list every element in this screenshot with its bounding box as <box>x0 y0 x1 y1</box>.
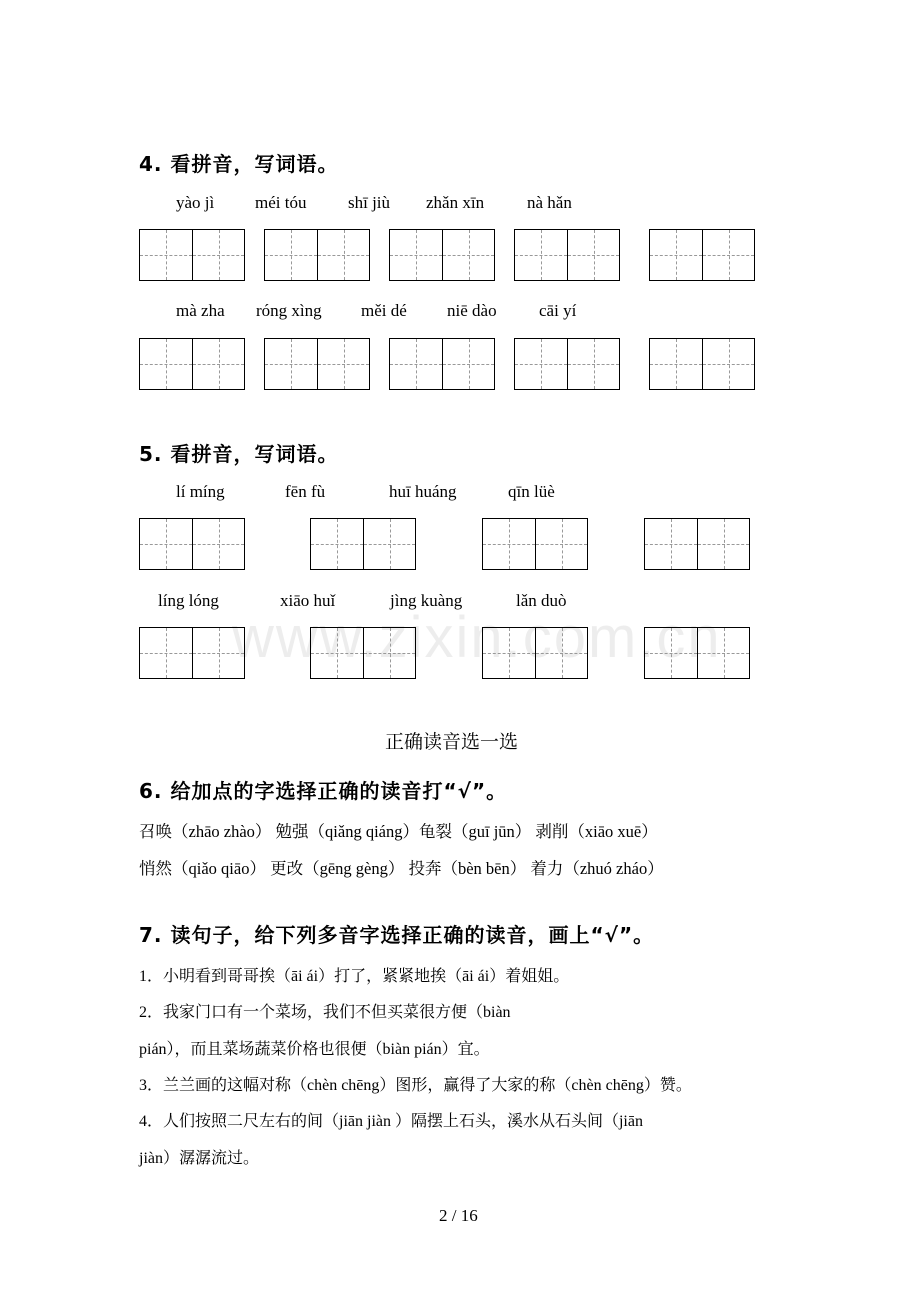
writing-grid[interactable] <box>310 627 416 679</box>
writing-grid[interactable] <box>310 518 416 570</box>
pinyin-label: róng xìng <box>256 301 322 320</box>
pinyin-label: měi dé <box>361 301 407 320</box>
writing-grid[interactable] <box>139 627 245 679</box>
writing-grid[interactable] <box>514 338 620 390</box>
writing-grid[interactable] <box>482 518 588 570</box>
q7-line: 1．小明看到哥哥挨（āi ái）打了，紧紧地挨（āi ái）着姐姐。 <box>139 968 570 985</box>
pinyin-label: lǎn duò <box>516 591 567 610</box>
q4-heading: 4. 看拼音，写词语。 <box>139 152 339 176</box>
writing-grid[interactable] <box>482 627 588 679</box>
q6-heading: 6. 给加点的字选择正确的读音打“√”。 <box>139 779 508 803</box>
writing-grid[interactable] <box>139 338 245 390</box>
watermark: www.zixin.com.cn <box>232 605 722 670</box>
writing-grid[interactable] <box>389 338 495 390</box>
pinyin-label: méi tóu <box>255 193 307 212</box>
writing-grid[interactable] <box>139 518 245 570</box>
q6-line: 悄然（qiǎo qiāo） 更改（gēng gèng） 投奔（bèn bēn） 着力（zhuó zháo） <box>139 859 664 878</box>
section-title: 正确读音选一选 <box>385 731 519 753</box>
q7-heading: 7. 读句子，给下列多音字选择正确的读音，画上“√”。 <box>139 923 655 947</box>
q7-line: jiàn）潺潺流过。 <box>139 1150 259 1167</box>
pinyin-label: xiāo huǐ <box>280 591 336 610</box>
q7-line: 2．我家门口有一个菜场，我们不但买菜很方便（biàn <box>139 1004 511 1021</box>
pinyin-label: nà hǎn <box>527 193 572 212</box>
pinyin-label: lí míng <box>176 482 225 501</box>
q7-line: pián），而且菜场蔬菜价格也很便（biàn pián）宜。 <box>139 1041 490 1058</box>
writing-grid[interactable] <box>644 627 750 679</box>
writing-grid[interactable] <box>389 229 495 281</box>
pinyin-label: zhǎn xīn <box>426 193 485 212</box>
q7-line: 4．人们按照二尺左右的间（jiān jiàn ）隔摆上石头，溪水从石头间（jiān <box>139 1113 643 1130</box>
pinyin-label: yào jì <box>176 193 215 212</box>
writing-grid[interactable] <box>139 229 245 281</box>
q5-heading: 5. 看拼音，写词语。 <box>139 442 339 466</box>
writing-grid[interactable] <box>264 338 370 390</box>
writing-grid[interactable] <box>649 229 755 281</box>
q7-line: 3．兰兰画的这幅对称（chèn chēng）图形，赢得了大家的称（chèn chēng）赞。 <box>139 1077 692 1094</box>
writing-grid[interactable] <box>644 518 750 570</box>
pinyin-label: jìng kuàng <box>390 591 463 610</box>
writing-grid[interactable] <box>514 229 620 281</box>
page-number: 2 / 16 <box>439 1206 478 1225</box>
writing-grid[interactable] <box>649 338 755 390</box>
pinyin-label: shī jiù <box>348 193 391 212</box>
pinyin-label: niē dào <box>447 301 497 320</box>
pinyin-label: mà zha <box>176 301 225 320</box>
pinyin-label: huī huáng <box>389 482 457 501</box>
pinyin-label: cāi yí <box>539 301 577 320</box>
pinyin-label: líng lóng <box>158 591 219 610</box>
q6-line: 召唤（zhāo zhào） 勉强（qiǎng qiáng）龟裂（guī jūn） 剥削（xiāo xuē） <box>139 822 658 841</box>
pinyin-label: qīn lüè <box>508 482 555 501</box>
pinyin-label: fēn fù <box>285 482 326 501</box>
writing-grid[interactable] <box>264 229 370 281</box>
